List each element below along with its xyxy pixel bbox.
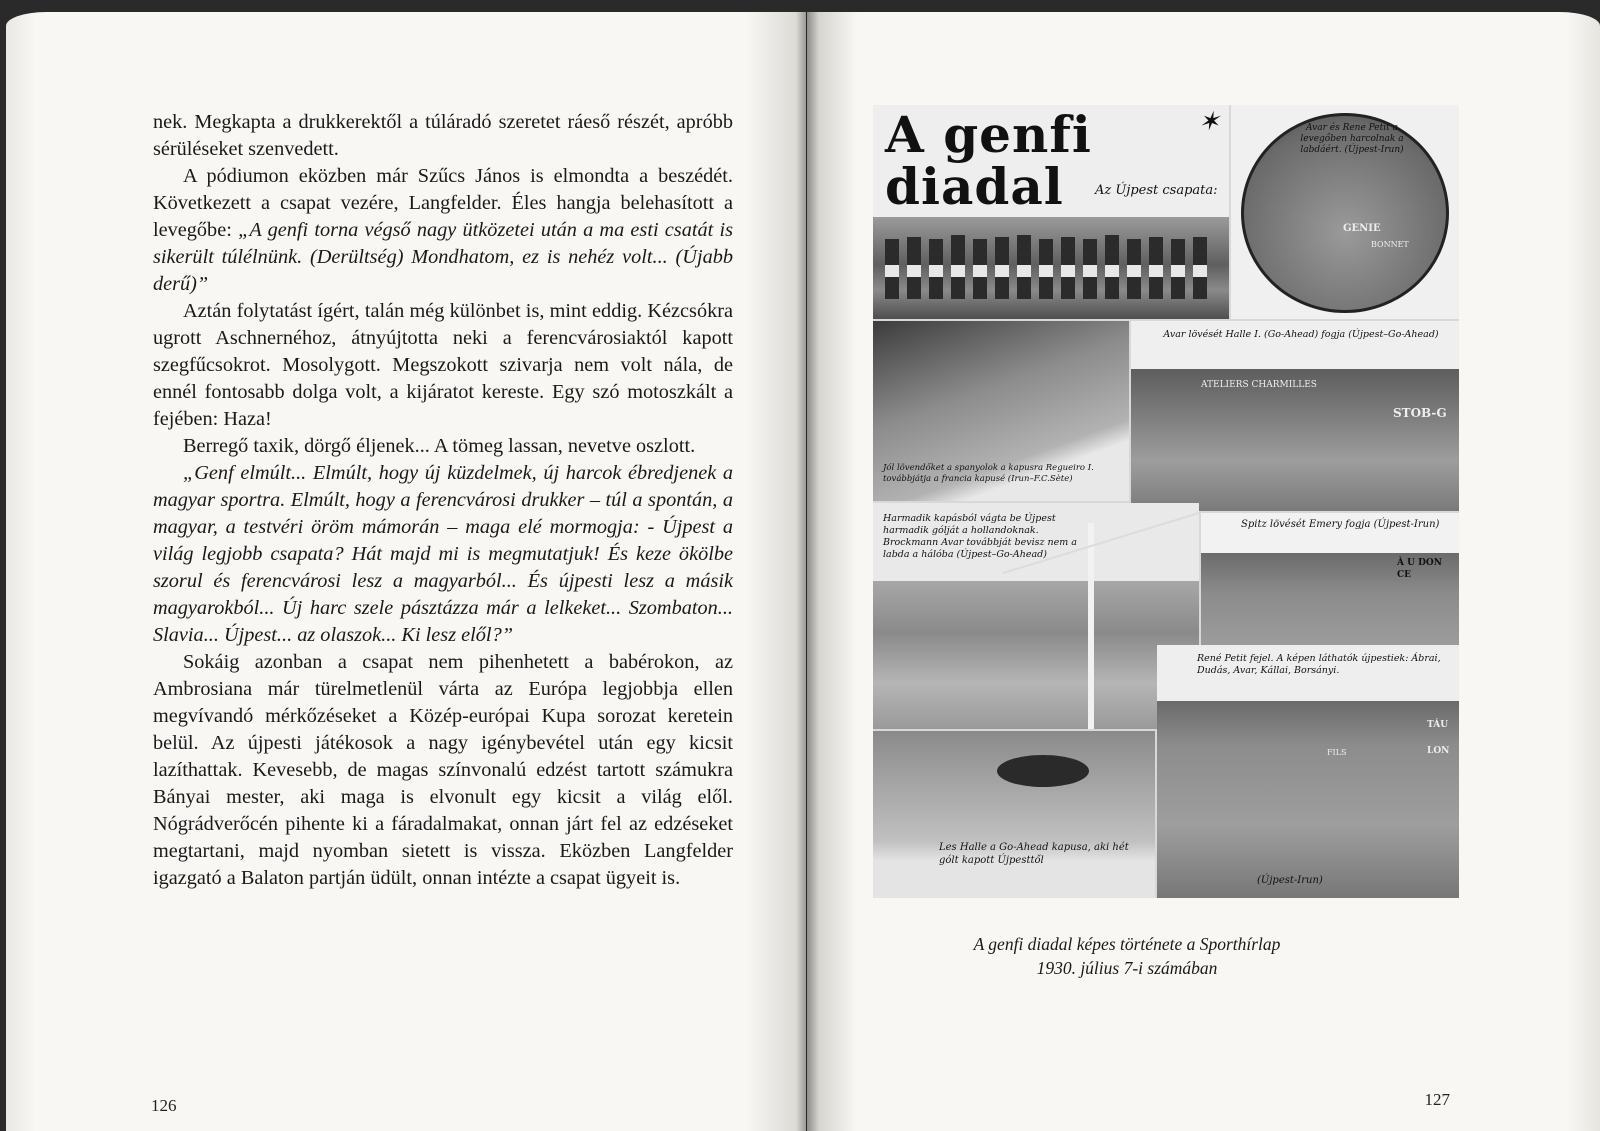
caption-line-2: 1930. július 7-i számában — [1036, 958, 1218, 978]
circle-sign-genie: GENIE — [1343, 223, 1381, 234]
figure-caption — [957, 932, 1297, 980]
paragraph-2-quote: „A genfi torna végső nagy ütközetei után a ma esti csatát is sikerült túlélnünk. (Derültség) Mondhatom, ez is nehéz volt... (Újabb derű)” — [153, 219, 733, 295]
spitz-shot-panel — [1201, 513, 1459, 663]
circle-photo-panel — [1231, 105, 1459, 319]
paragraph-2-text: A pódiumon eközben már Szűcs János is elmondta a beszédét. Következett a csapat vezére, Langfelder. Éles hangja belehasított a levegőbe: — [153, 165, 733, 241]
irun-caption: (Újpest-Irun) — [1257, 875, 1323, 886]
sign-ateliers: ATELIERS CHARMILLES — [1201, 380, 1317, 390]
paragraph-5-quote: „Genf elmúlt... Elmúlt, hogy új küzdelmek, új harcok ébredjenek a magyar sportra. Elmúlt, hogy a ferencvárosi drukker – túl a spontán, a magyar, a testvéri öröm mámorán – maga elé mormogja: - Újpest a világ legjobb csapata? Hát majd mi is megmutatjuk! És keze ökölbe szorul és ferencvárosi lesz a magyarból... És újpesti lesz a másik magyarokból... Új harc szele pásztázza már a lelkeket... Szombaton... Slavia... Újpest... az olaszok... Ki lesz elől?” — [153, 462, 733, 646]
star-icon: ✶ — [1198, 107, 1220, 137]
scramble-photo-panel — [873, 321, 1129, 501]
halle-caption: Les Halle a Go-Ahead kapusa, aki hét gólt kapott Újpesttől — [939, 842, 1129, 866]
paragraph-6: Sokáig azonban a csapat nem pihenhetett a babérokon, az Ambrosiana már türelmetlenül várta az Európa legjobbja ellen megvívandó mérkőzéseket a Közép-európai Kupa sorozat keretein belül. Az újpesti játékosok a nagy igénybevétel után egy kicsit lazíthattak. Kevesebb, de magas színvonalú edzést tartott számukra Bányai mester, aki maga is elvonult egy kicsit a világ elől. Nógrádverőcén pihente ki a fáradalmakat, onnan járt fel az edzéseket megtartani, majd nyomban sietett is vissza. Eközben Langfelder igazgató a Balaton partján üdült, onnan intézte a csapat ügyeit is. — [153, 651, 733, 889]
paragraph-1: nek. Megkapta a drukkerektől a túláradó szeretet ráeső részét, apróbb sérüléseket szenvedett. — [153, 111, 733, 160]
sign-stob: STOB-G — [1393, 406, 1447, 420]
header-goal-panel — [873, 503, 1199, 729]
team-photo-panel — [873, 105, 1229, 319]
keeper-silhouette — [873, 731, 1155, 898]
body-text — [153, 109, 733, 892]
rene-petit-panel — [1157, 645, 1459, 898]
paragraph-3: Aztán folytatást ígért, talán még különbet is, mint eddig. Kézcsókra ugrott Aschnernéhoz, átnyújtotta neki a ferencvárosiaktól kapott szegfűcsokrot. Mosolygott. Megszokott szivarja nem volt nála, de ennél fontosabb dolga volt, a kijáratot kereste. Egy szó motoszkált a fejében: Haza! — [153, 300, 733, 430]
newspaper-clipping — [873, 105, 1459, 898]
sign-audon: À U DON CE — [1397, 558, 1442, 580]
goalkeeper-catch-panel — [1131, 321, 1459, 511]
page-number-right: 127 — [1424, 1090, 1450, 1109]
sign-lon: LON — [1427, 746, 1450, 756]
team-label: Az Újpest csapata: — [1095, 183, 1218, 198]
page-number-left: 126 — [151, 1096, 177, 1115]
left-page — [6, 12, 806, 1131]
diving-keeper-panel — [873, 731, 1155, 898]
headline: A genfi diadal — [885, 105, 1092, 216]
sign-fils: FILS — [1327, 748, 1347, 757]
circle-sign-bonnet: BONNET — [1371, 240, 1409, 249]
paragraph-4: Berregő taxik, dörgő éljenek... A tömeg lassan, nevetve oszlott. — [183, 435, 696, 457]
caption-line-1: A genfi diadal képes története a Sporthírlap — [973, 934, 1281, 954]
rene-petit-caption: René Petit fejel. A képen láthatók újpestiek: Ábrai, Dudás, Avar, Kállai, Borsányi. — [1197, 653, 1441, 676]
goal-net — [873, 503, 1199, 729]
circle-caption: Avar és Rene Petit a levegőben harcolnak a labdáért. (Újpest-Irun) — [1300, 123, 1404, 155]
header-goal-caption: Harmadik kapásból vágta be Újpest harmadik gólját a hollandoknak. Brockmann Avar továbbját bevisz nem a labda a hálóba (Újpest–Go-Ahead) — [883, 513, 1077, 560]
scramble-caption: Jól lövendőket a spanyolok a kapusra Regueiro I. továbbjátja a francia kapusé (Irun–F.C.Sète) — [883, 463, 1094, 484]
avar-shot-caption: Avar lövését Halle I. (Go-Ahead) fogja (Újpest–Go-Ahead) — [1163, 329, 1439, 340]
paragraph-2 — [153, 163, 733, 298]
spitz-caption: Spitz lövését Emery fogja (Újpest-Irun) — [1241, 519, 1440, 530]
right-page — [807, 12, 1600, 1131]
sign-tau: TÁU — [1427, 720, 1449, 730]
team-players-silhouettes — [873, 209, 1229, 319]
